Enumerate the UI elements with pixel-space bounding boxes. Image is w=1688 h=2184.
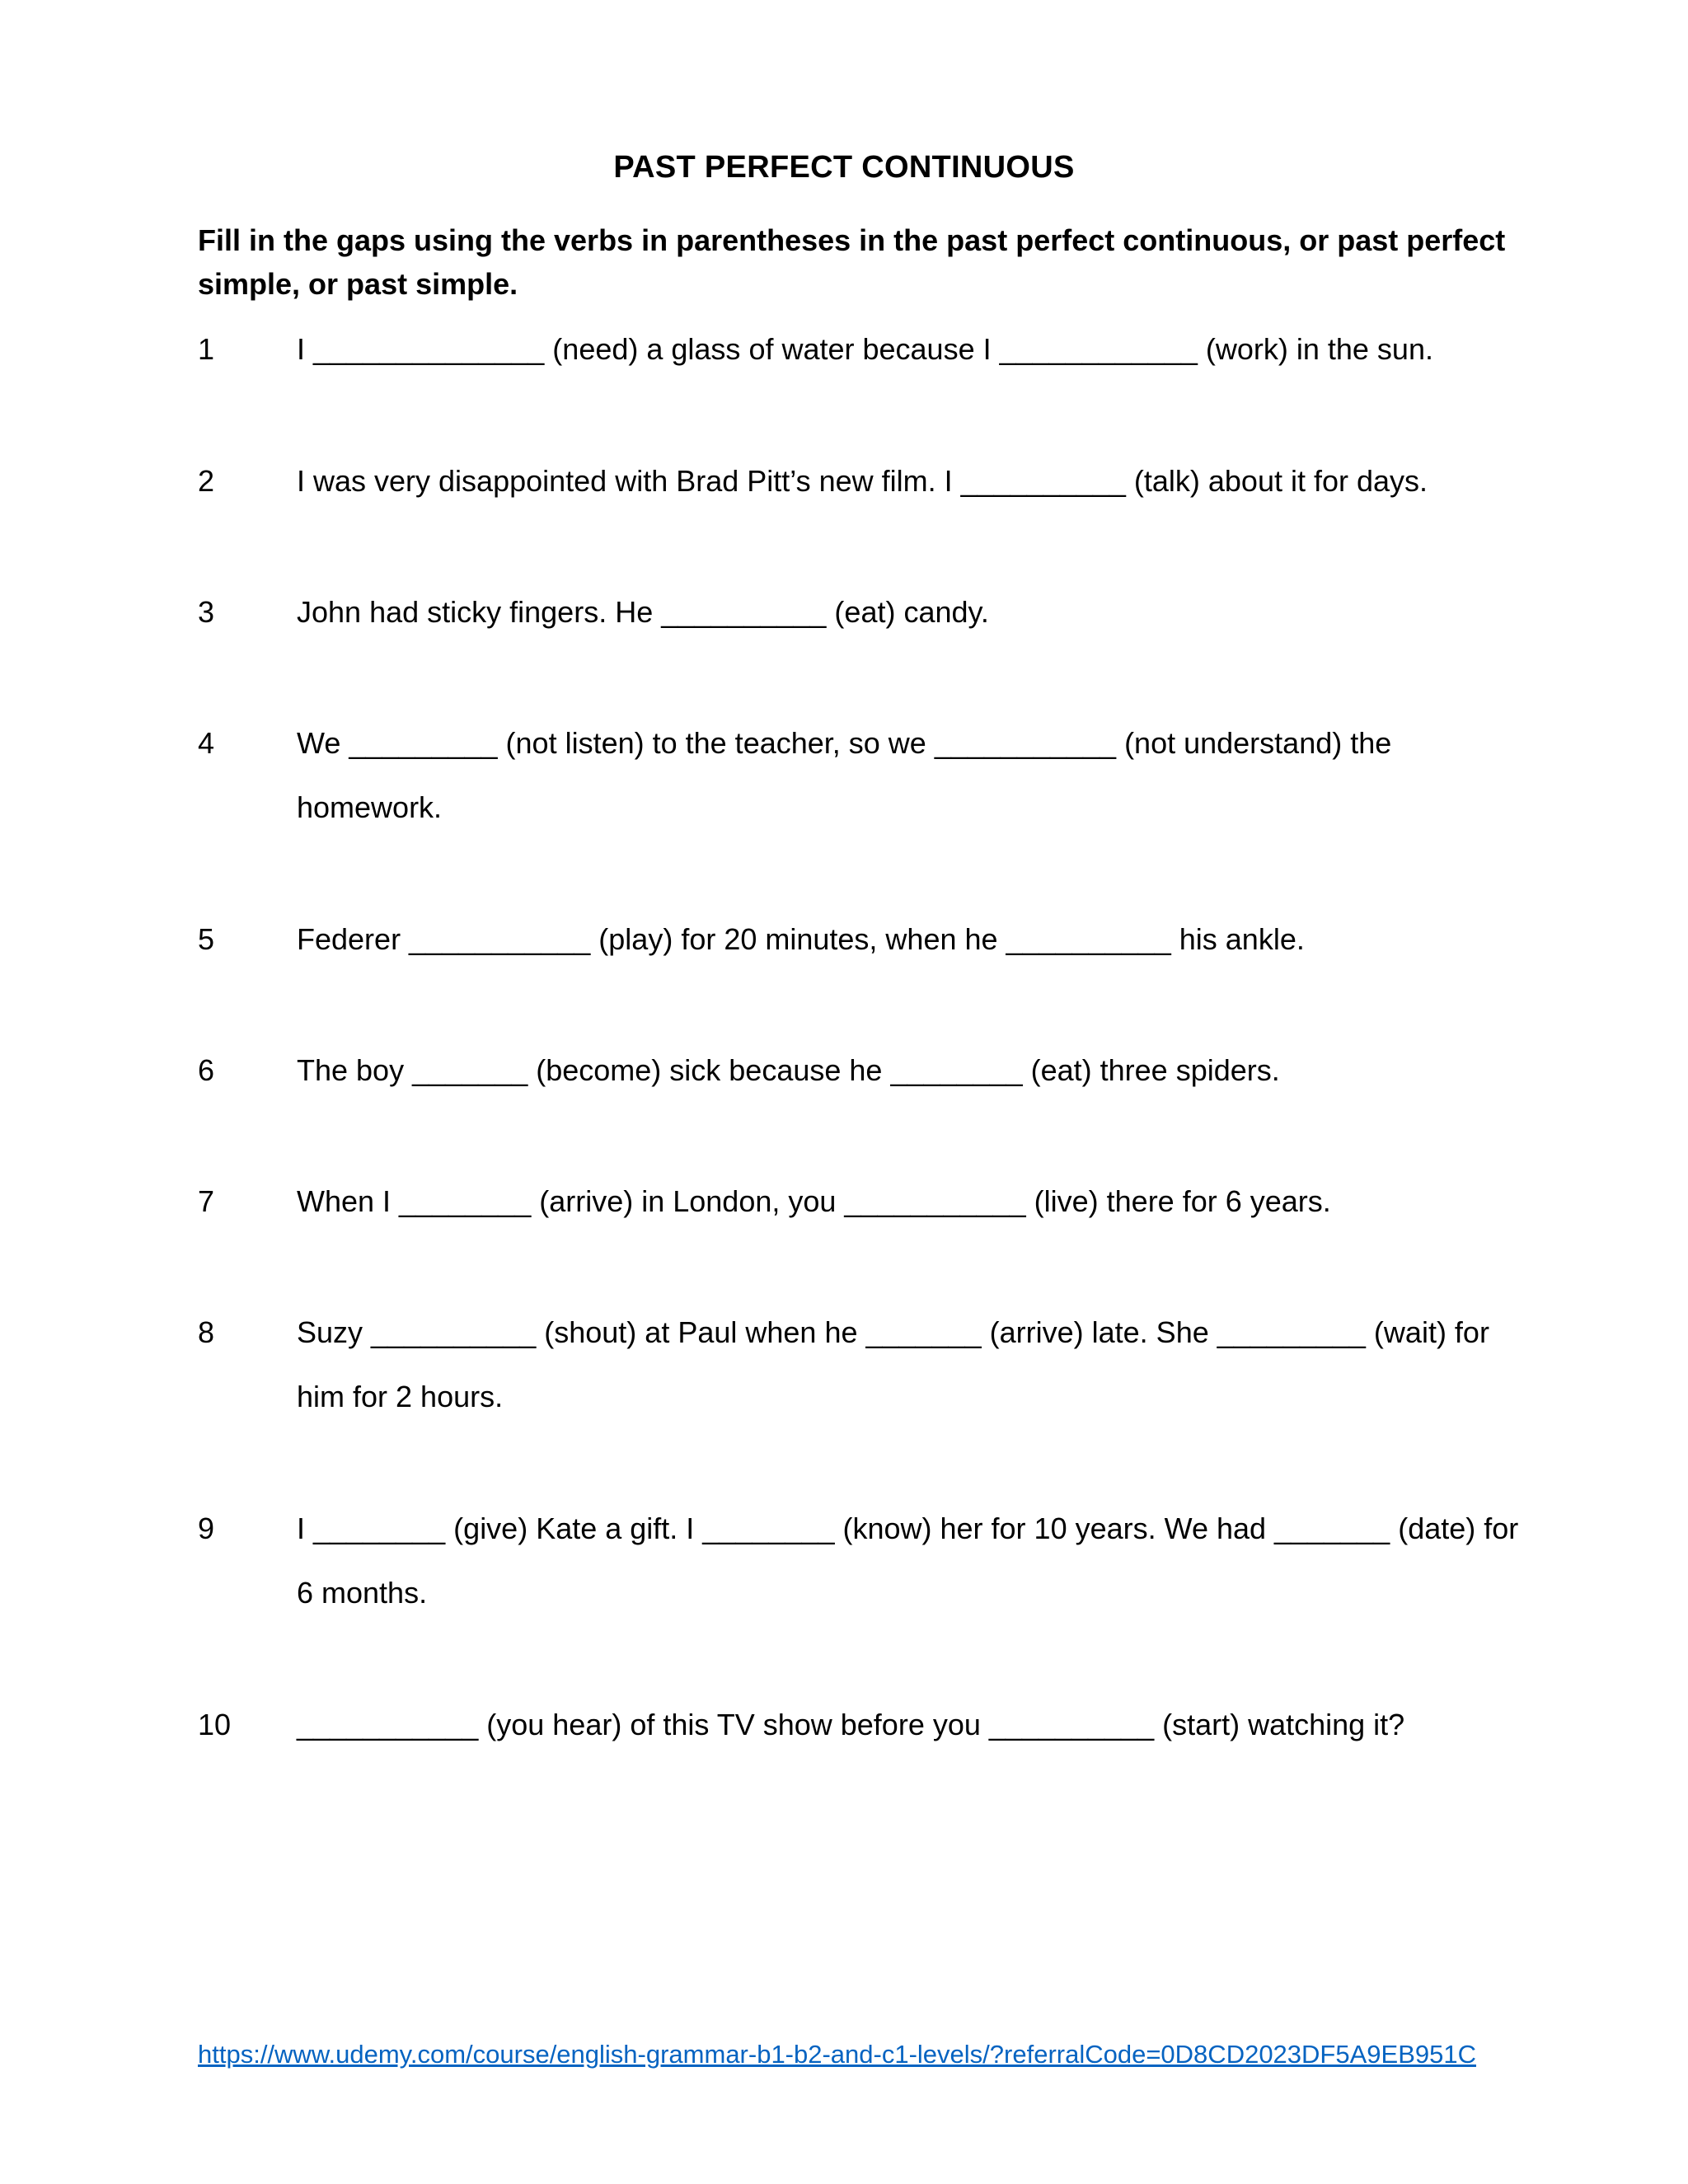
- exercise-item-7: [198, 1169, 1533, 1234]
- instructions: Fill in the gaps using the verbs in parentheses in the past perfect continuous, or past perfect simple, or past simple.: [198, 223, 1506, 301]
- item-sentence[interactable]: John had sticky fingers. He __________ (eat) candy.: [297, 595, 989, 629]
- exercise-item-9: [198, 1497, 1533, 1625]
- item-sentence[interactable]: Federer ___________ (play) for 20 minutes, when he __________ his ankle.: [297, 922, 1305, 956]
- exercise-item-5: [198, 907, 1533, 972]
- item-number: 10: [198, 1708, 232, 1741]
- item-sentence[interactable]: We _________ (not listen) to the teacher, so we ___________ (not understand) the homework.: [297, 726, 1392, 824]
- item-number: 9: [198, 1511, 215, 1545]
- item-sentence[interactable]: When I ________ (arrive) in London, you ___________ (live) there for 6 years.: [297, 1184, 1331, 1218]
- item-sentence[interactable]: ___________ (you hear) of this TV show before you __________ (start) watching it?: [297, 1708, 1405, 1741]
- item-number: 1: [198, 332, 215, 366]
- item-number: 2: [198, 464, 215, 498]
- item-sentence[interactable]: I ______________ (need) a glass of water because I ____________ (work) in the sun.: [297, 332, 1433, 366]
- item-number: 7: [198, 1184, 215, 1218]
- exercise-item-2: [198, 449, 1533, 513]
- exercise-item-3: [198, 580, 1533, 644]
- exercise-item-8: [198, 1301, 1533, 1429]
- item-number: 5: [198, 922, 215, 956]
- item-number: 4: [198, 726, 215, 760]
- item-sentence[interactable]: Suzy __________ (shout) at Paul when he _______ (arrive) late. She _________ (wait) for him for 2 hours.: [297, 1315, 1489, 1413]
- item-sentence[interactable]: The boy _______ (become) sick because he ________ (eat) three spiders.: [297, 1053, 1280, 1087]
- exercise-item-10: [198, 1693, 1533, 1757]
- item-number: 3: [198, 595, 215, 629]
- item-number: 6: [198, 1053, 215, 1087]
- exercise-item-4: [198, 711, 1533, 840]
- exercise-item-1: [198, 317, 1533, 382]
- udemy-course-link[interactable]: https://www.udemy.com/course/english-grammar-b1-b2-and-c1-levels/?referralCode=0D8CD2023DF5A9EB951C: [198, 2040, 1476, 2069]
- exercise-item-6: [198, 1038, 1533, 1103]
- item-sentence[interactable]: I ________ (give) Kate a gift. I ________ (know) her for 10 years. We had _______ (date) for 6 months.: [297, 1511, 1519, 1610]
- page-title: PAST PERFECT CONTINUOUS: [613, 150, 1075, 185]
- item-sentence[interactable]: I was very disappointed with Brad Pitt’s new film. I __________ (talk) about it for days.: [297, 464, 1428, 498]
- item-number: 8: [198, 1315, 215, 1349]
